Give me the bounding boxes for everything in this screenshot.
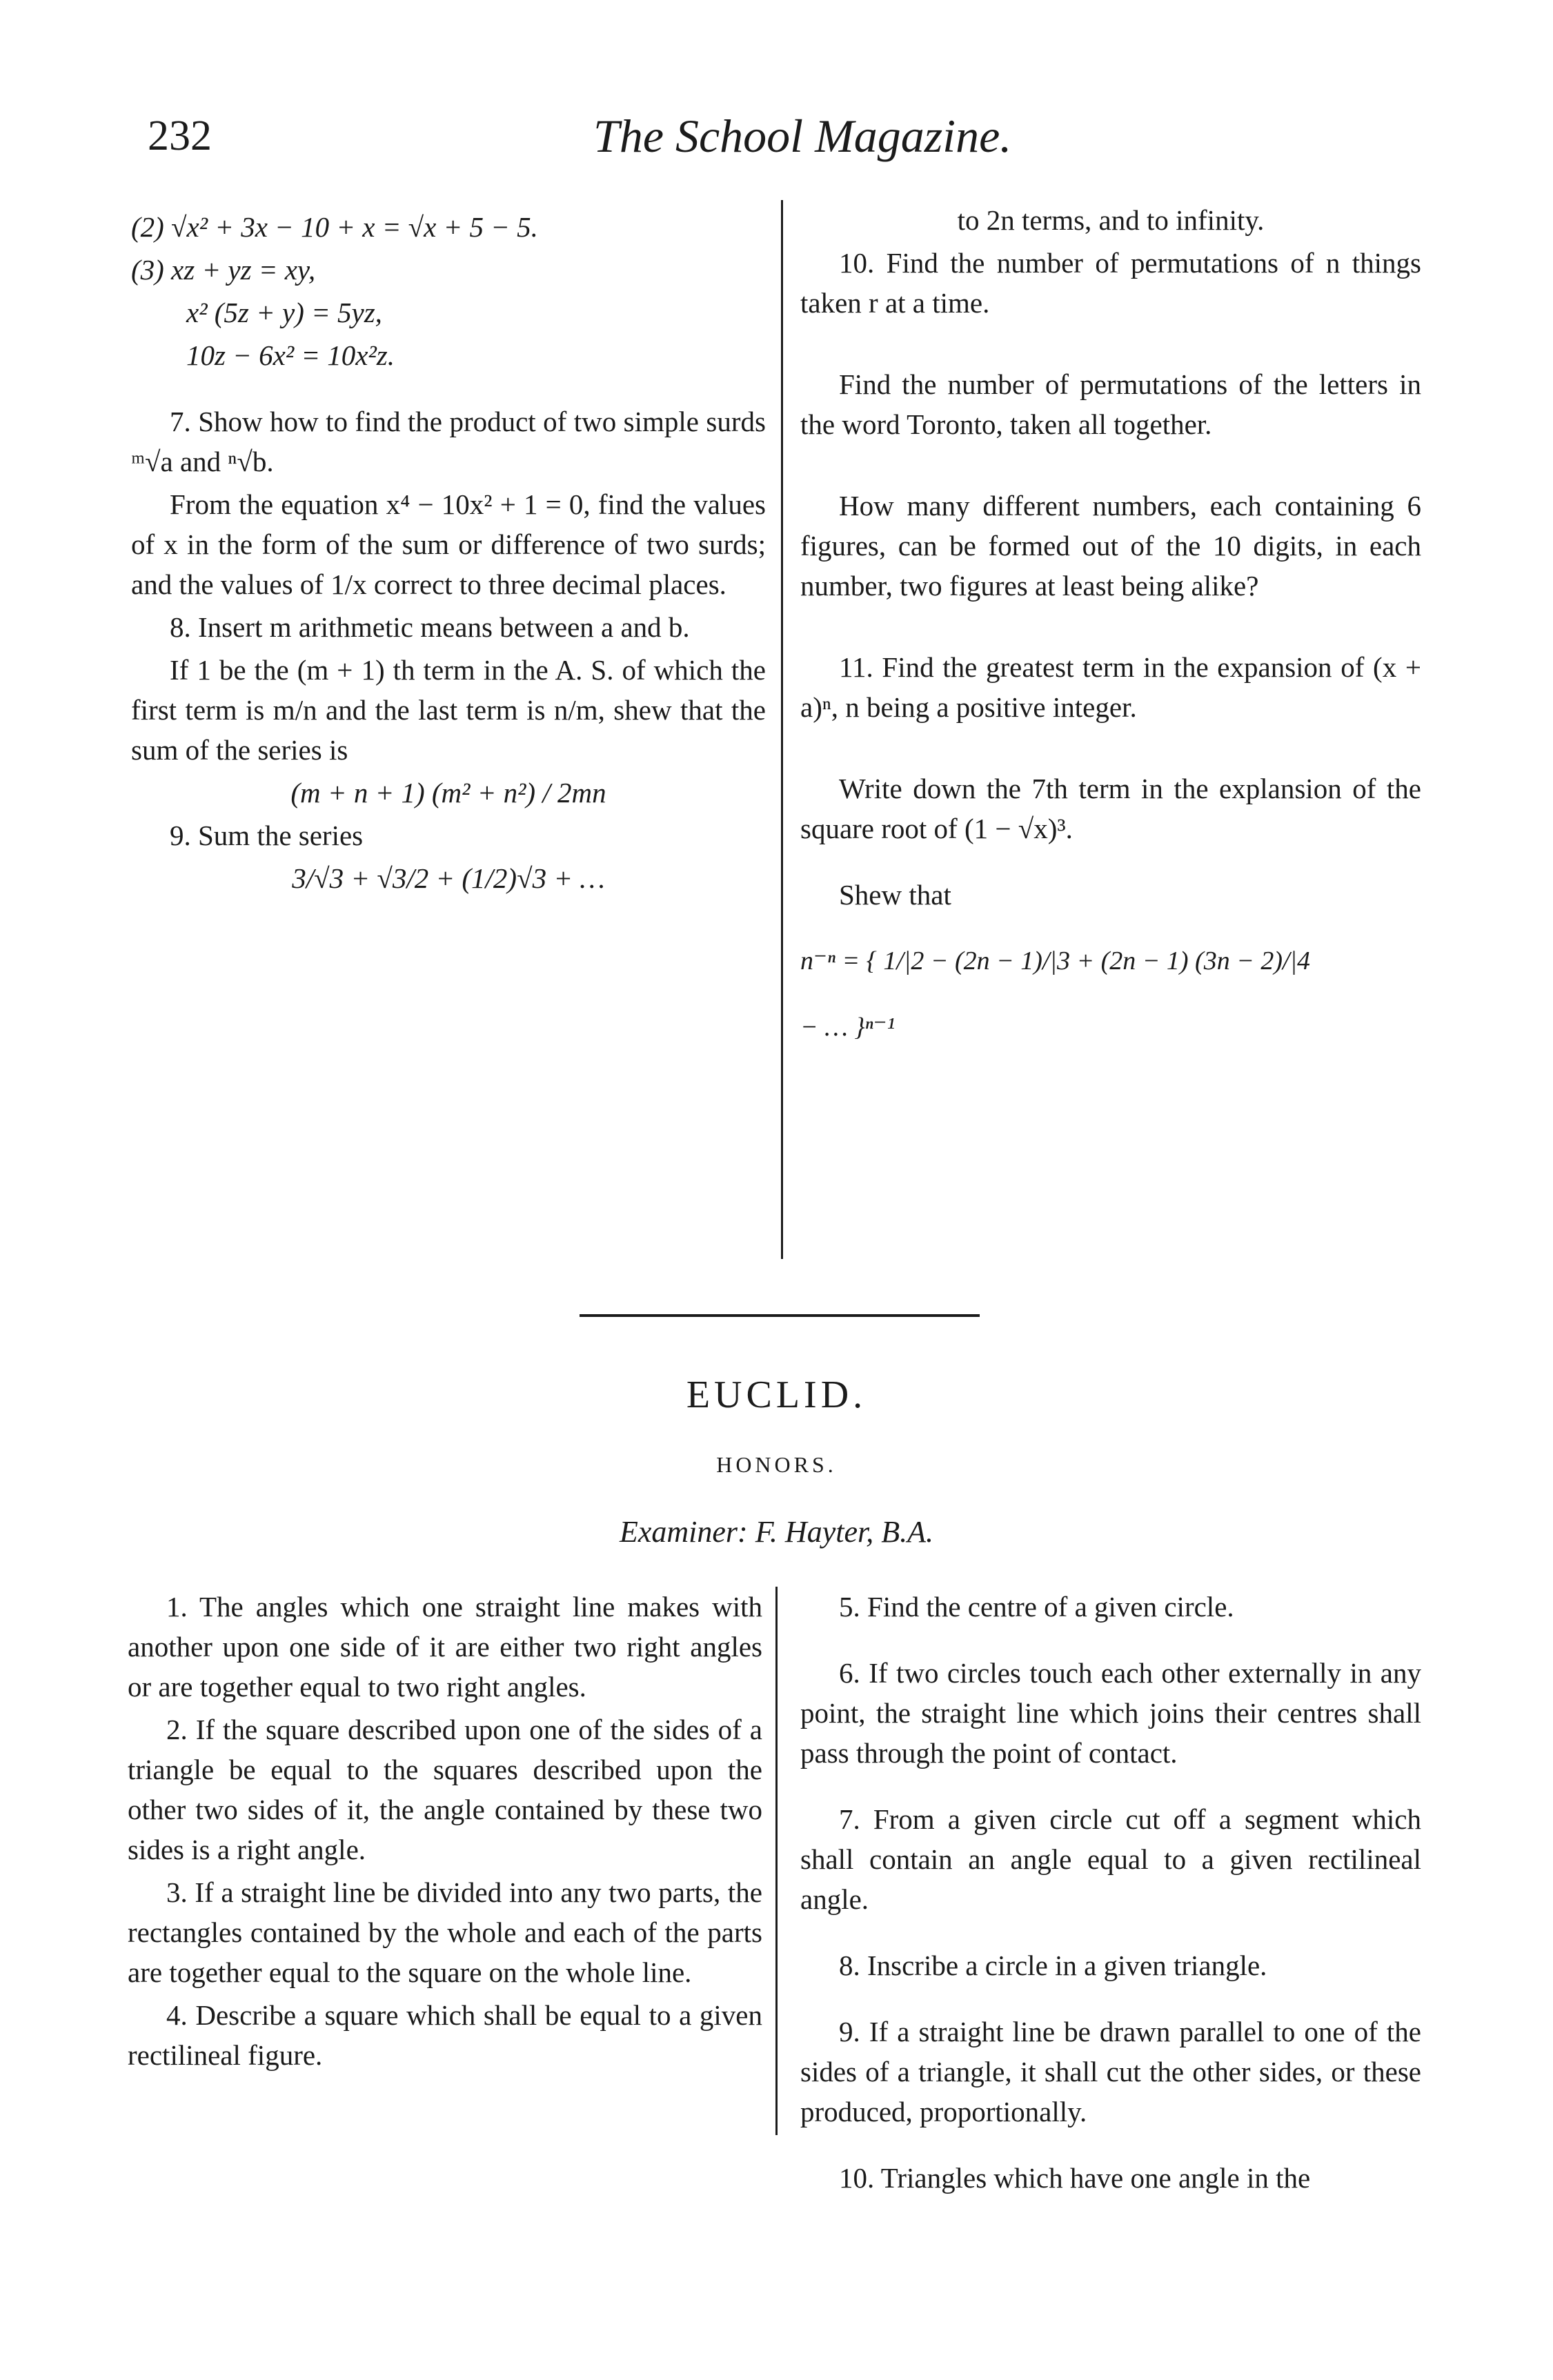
- question-11-part-c: Shew that: [839, 879, 951, 911]
- section-divider: [580, 1314, 980, 1317]
- euclid-question-6: 6. If two circles touch each other externally in any point, the straight line which joins their centres shall pass through the point of contact.: [800, 1657, 1421, 1769]
- question-11-part-b: Write down the 7th term in the explansion of the square root of (1 − √x)³.: [800, 773, 1421, 844]
- examiner-line: Examiner: F. Hayter, B.A.: [620, 1515, 933, 1549]
- euclid-left-column: [128, 1587, 762, 2078]
- euclid-question-5: 5. Find the centre of a given circle.: [839, 1591, 1234, 1623]
- question-9-continued: to 2n terms, and to infinity.: [957, 204, 1265, 236]
- euclid-question-8: 8. Inscribe a circle in a given triangle.: [839, 1950, 1267, 1981]
- column-rule-bottom: [775, 1587, 778, 2135]
- running-title: The School Magazine.: [593, 110, 1012, 162]
- section-title: EUCLID.: [686, 1374, 867, 1416]
- question-9-series: 3/√3 + √3/2 + (1/2)√3 + …: [292, 862, 605, 894]
- euclid-question-2: 2. If the square described upon one of the sides of a triangle be equal to the squares described upon the other two sides of it, the angle contained by these two sides is a right angle.: [128, 1714, 762, 1865]
- euclid-question-4: 4. Describe a square which shall be equal to a given rectilineal figure.: [128, 1999, 762, 2071]
- algebra-right-column: [800, 200, 1421, 1050]
- question-8: 8. Insert m arithmetic means between a and b.: [170, 611, 690, 643]
- equation-3c: 10z − 6x² = 10x²z.: [186, 339, 395, 371]
- question-8-formula: (m + n + 1) (m² + n²) / 2mn: [290, 777, 606, 809]
- algebra-left-column: [131, 207, 766, 901]
- column-rule-top: [781, 200, 783, 1259]
- question-10: 10. Find the number of permutations of n things taken r at a time.: [800, 247, 1421, 319]
- question-10-part-c: How many different numbers, each containing 6 figures, can be formed out of the 10 digits, in each number, two figures at least being alike?: [800, 490, 1421, 602]
- question-7: 7. Show how to find the product of two simple surds ᵐ√a and ⁿ√b.: [131, 406, 766, 477]
- question-11-formula-a: n⁻ⁿ = { 1/|2 − (2n − 1)/|3 + (2n − 1) (3n − 2)/|4: [800, 946, 1311, 975]
- euclid-question-10: 10. Triangles which have one angle in the: [839, 2162, 1311, 2194]
- question-8-part-b: If 1 be the (m + 1) th term in the A. S. of which the first term is m/n and the last term is n/m, shew that the sum of the series is: [131, 654, 766, 766]
- equation-3a: (3) xz + yz = xy,: [131, 254, 316, 286]
- question-7-part-b: From the equation x⁴ − 10x² + 1 = 0, find the values of x in the form of the sum or difference of two surds; and the values of 1/x correct to three decimal places.: [131, 488, 766, 600]
- question-11: 11. Find the greatest term in the expansion of (x + a)ⁿ, n being a positive integer.: [800, 651, 1421, 723]
- equation-3b: x² (5z + y) = 5yz,: [186, 297, 382, 328]
- page-number: 232: [148, 112, 212, 159]
- section-subtitle: HONORS.: [716, 1452, 837, 1477]
- equation-2: (2) √x² + 3x − 10 + x = √x + 5 − 5.: [131, 211, 538, 243]
- euclid-question-1: 1. The angles which one straight line makes with another upon one side of it are either two right angles or are together equal to two right angles.: [128, 1591, 762, 1703]
- question-11-formula-b: − … }ⁿ⁻¹: [800, 1013, 896, 1042]
- euclid-question-7: 7. From a given circle cut off a segment which shall contain an angle equal to a given rectilineal angle.: [800, 1803, 1421, 1915]
- question-10-part-b: Find the number of permutations of the letters in the word Toronto, taken all together.: [800, 368, 1421, 440]
- euclid-question-3: 3. If a straight line be divided into any two parts, the rectangles contained by the whole and each of the parts are together equal to the square on the whole line.: [128, 1876, 762, 1988]
- euclid-right-column: [800, 1587, 1421, 2201]
- question-9: 9. Sum the series: [170, 820, 364, 851]
- euclid-question-9: 9. If a straight line be drawn parallel to one of the sides of a triangle, it shall cut the other sides, or these produced, proportionally.: [800, 2016, 1421, 2128]
